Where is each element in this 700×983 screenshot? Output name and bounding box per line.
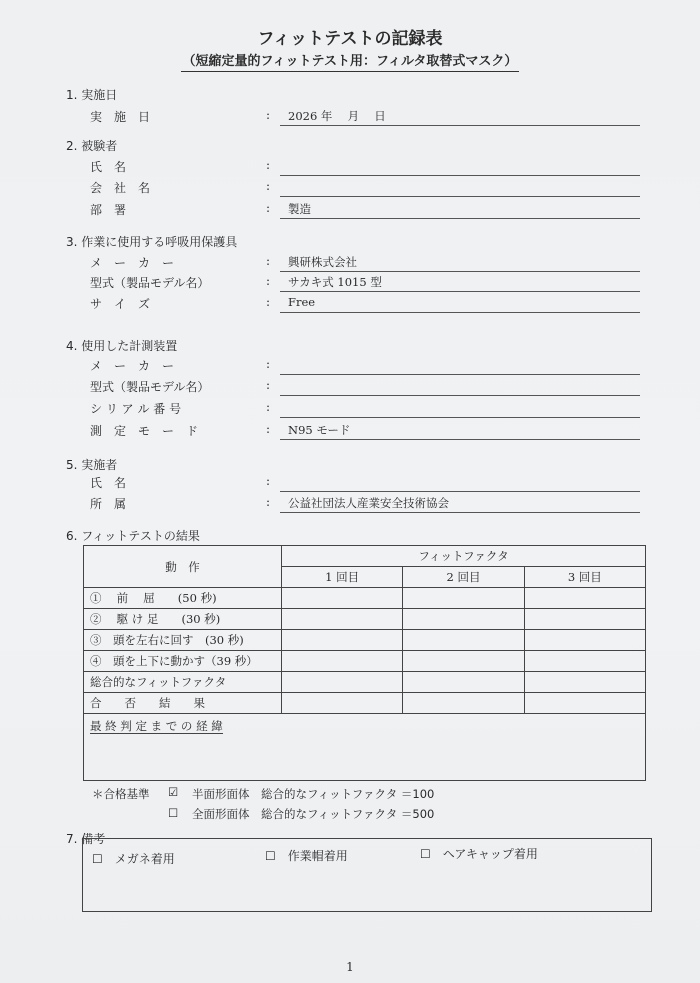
action-cell: 総合的なフィットファクタ bbox=[84, 672, 282, 693]
table-row bbox=[84, 651, 646, 672]
remark-hair-cap[interactable]: ☐ ヘアキャップ着用 bbox=[420, 847, 538, 861]
section-heading: 1. 実施日 bbox=[66, 88, 118, 102]
colon: : bbox=[266, 422, 271, 436]
underline bbox=[280, 271, 640, 272]
section-heading: 4. 使用した計測装置 bbox=[66, 339, 178, 353]
criteria-label: ＊合格基準 bbox=[92, 787, 150, 801]
action-cell: ② 駆 け 足 (30 秒) bbox=[84, 609, 282, 630]
form-field bbox=[90, 274, 650, 294]
full-mask-checkbox[interactable]: ☐ bbox=[168, 806, 179, 820]
table-row bbox=[84, 588, 646, 609]
form-field bbox=[90, 158, 650, 178]
field-value[interactable]: 製造 bbox=[288, 202, 311, 216]
colon: : bbox=[266, 274, 271, 288]
colon: : bbox=[266, 158, 271, 172]
underline bbox=[280, 291, 640, 292]
table-row bbox=[84, 693, 646, 714]
section-heading: 3. 作業に使用する呼吸用保護具 bbox=[66, 235, 238, 249]
colon: : bbox=[266, 108, 271, 122]
underline bbox=[280, 395, 640, 396]
colon: : bbox=[266, 254, 271, 268]
field-label: 測 定 モ ー ド bbox=[90, 424, 199, 438]
section-heading: 5. 実施者 bbox=[66, 458, 118, 472]
ff-cell[interactable] bbox=[524, 651, 645, 672]
half-mask-criterion: 半面形面体 総合的なフィットファクタ ＝100 bbox=[192, 787, 435, 801]
table-row bbox=[84, 672, 646, 693]
field-label: 実 施 日 bbox=[90, 110, 151, 124]
field-value[interactable]: サカキ式 1015 型 bbox=[288, 275, 382, 289]
ff-cell[interactable] bbox=[403, 672, 524, 693]
table-row bbox=[84, 630, 646, 651]
remark-work-cap[interactable]: ☐ 作業帽着用 bbox=[265, 849, 348, 863]
action-cell: ④ 頭を上下に動かす（39 秒） bbox=[84, 651, 282, 672]
form-field bbox=[90, 254, 650, 274]
underline bbox=[280, 417, 640, 418]
underline bbox=[280, 218, 640, 219]
ff-cell[interactable] bbox=[524, 672, 645, 693]
ff-cell[interactable] bbox=[403, 588, 524, 609]
field-label: 氏 名 bbox=[90, 476, 127, 490]
half-mask-checkbox[interactable]: ☑ bbox=[168, 785, 179, 799]
process-label: 最 終 判 定 ま で の 経 緯 bbox=[90, 719, 223, 733]
ff-cell[interactable] bbox=[524, 630, 645, 651]
field-value[interactable]: N95 モード bbox=[288, 423, 351, 437]
colon: : bbox=[266, 201, 271, 215]
colon: : bbox=[266, 357, 271, 371]
field-label: 型式（製品モデル名） bbox=[90, 276, 210, 290]
colon: : bbox=[266, 378, 271, 392]
ff-cell[interactable] bbox=[403, 630, 524, 651]
section-heading: 7. 備考 bbox=[66, 832, 106, 846]
colon: : bbox=[266, 179, 271, 193]
action-cell: 合 否 結 果 bbox=[84, 693, 282, 714]
underline bbox=[280, 439, 640, 440]
underline bbox=[280, 196, 640, 197]
ff-cell[interactable] bbox=[282, 693, 403, 714]
col-action-header: 動 作 bbox=[84, 546, 282, 588]
ff-cell[interactable] bbox=[282, 630, 403, 651]
field-label: 氏 名 bbox=[90, 160, 127, 174]
form-field bbox=[90, 495, 650, 515]
ff-cell[interactable] bbox=[403, 651, 524, 672]
action-cell: ③ 頭を左右に回す (30 秒) bbox=[84, 630, 282, 651]
form-field bbox=[90, 378, 650, 398]
form-field bbox=[90, 357, 650, 377]
ff-cell[interactable] bbox=[524, 588, 645, 609]
section-heading: 6. フィットテストの結果 bbox=[66, 529, 200, 543]
underline bbox=[280, 125, 640, 126]
process-cell[interactable] bbox=[84, 714, 646, 781]
page-number: 1 bbox=[346, 960, 354, 974]
ff-cell[interactable] bbox=[524, 693, 645, 714]
form-field bbox=[90, 179, 650, 199]
form-field bbox=[90, 400, 650, 420]
form-field bbox=[90, 201, 650, 221]
results-table bbox=[83, 545, 646, 781]
form-field bbox=[90, 474, 650, 494]
field-label: 型式（製品モデル名） bbox=[90, 380, 210, 394]
field-label: 部 署 bbox=[90, 203, 127, 217]
ff-cell[interactable] bbox=[524, 609, 645, 630]
form-field bbox=[90, 422, 650, 442]
colon: : bbox=[266, 495, 271, 509]
field-label: 会 社 名 bbox=[90, 181, 151, 195]
field-label: メ ー カ ー bbox=[90, 359, 175, 373]
page-subtitle: （短縮定量的フィットテスト用：フィルタ取替式マスク） bbox=[0, 50, 700, 69]
form-field bbox=[90, 295, 650, 315]
colon: : bbox=[266, 295, 271, 309]
field-label: シ リ ア ル 番 号 bbox=[90, 402, 182, 416]
section-heading: 2. 被験者 bbox=[66, 139, 118, 153]
underline bbox=[280, 374, 640, 375]
field-value[interactable]: 公益社団法人産業安全技術協会 bbox=[288, 496, 449, 510]
field-value[interactable]: Free bbox=[288, 295, 316, 309]
underline bbox=[280, 175, 640, 176]
underline bbox=[280, 491, 640, 492]
underline bbox=[280, 512, 640, 513]
field-value[interactable]: 2026 年 月 日 bbox=[288, 109, 386, 123]
trial-header: 1 回目 bbox=[282, 567, 403, 588]
ff-cell[interactable] bbox=[282, 588, 403, 609]
field-date bbox=[90, 108, 650, 128]
ff-cell[interactable] bbox=[282, 609, 403, 630]
field-label: サ イ ズ bbox=[90, 297, 151, 311]
table-row bbox=[84, 609, 646, 630]
field-label: メ ー カ ー bbox=[90, 256, 175, 270]
ff-cell[interactable] bbox=[282, 651, 403, 672]
trial-header: 3 回目 bbox=[524, 567, 645, 588]
trial-header: 2 回目 bbox=[403, 567, 524, 588]
field-label: 所 属 bbox=[90, 497, 127, 511]
col-ff-header: フィットファクタ bbox=[282, 546, 646, 567]
full-mask-criterion: 全面形面体 総合的なフィットファクタ ＝500 bbox=[192, 807, 435, 821]
colon: : bbox=[266, 474, 271, 488]
field-value[interactable]: 興研株式会社 bbox=[288, 255, 357, 269]
remark-glasses[interactable]: ☐ メガネ着用 bbox=[92, 852, 175, 866]
ff-cell[interactable] bbox=[282, 672, 403, 693]
action-cell: ① 前 屈 (50 秒) bbox=[84, 588, 282, 609]
colon: : bbox=[266, 400, 271, 414]
page-title: フィットテストの記録表 bbox=[257, 29, 443, 49]
ff-cell[interactable] bbox=[403, 693, 524, 714]
ff-cell[interactable] bbox=[403, 609, 524, 630]
underline bbox=[280, 312, 640, 313]
